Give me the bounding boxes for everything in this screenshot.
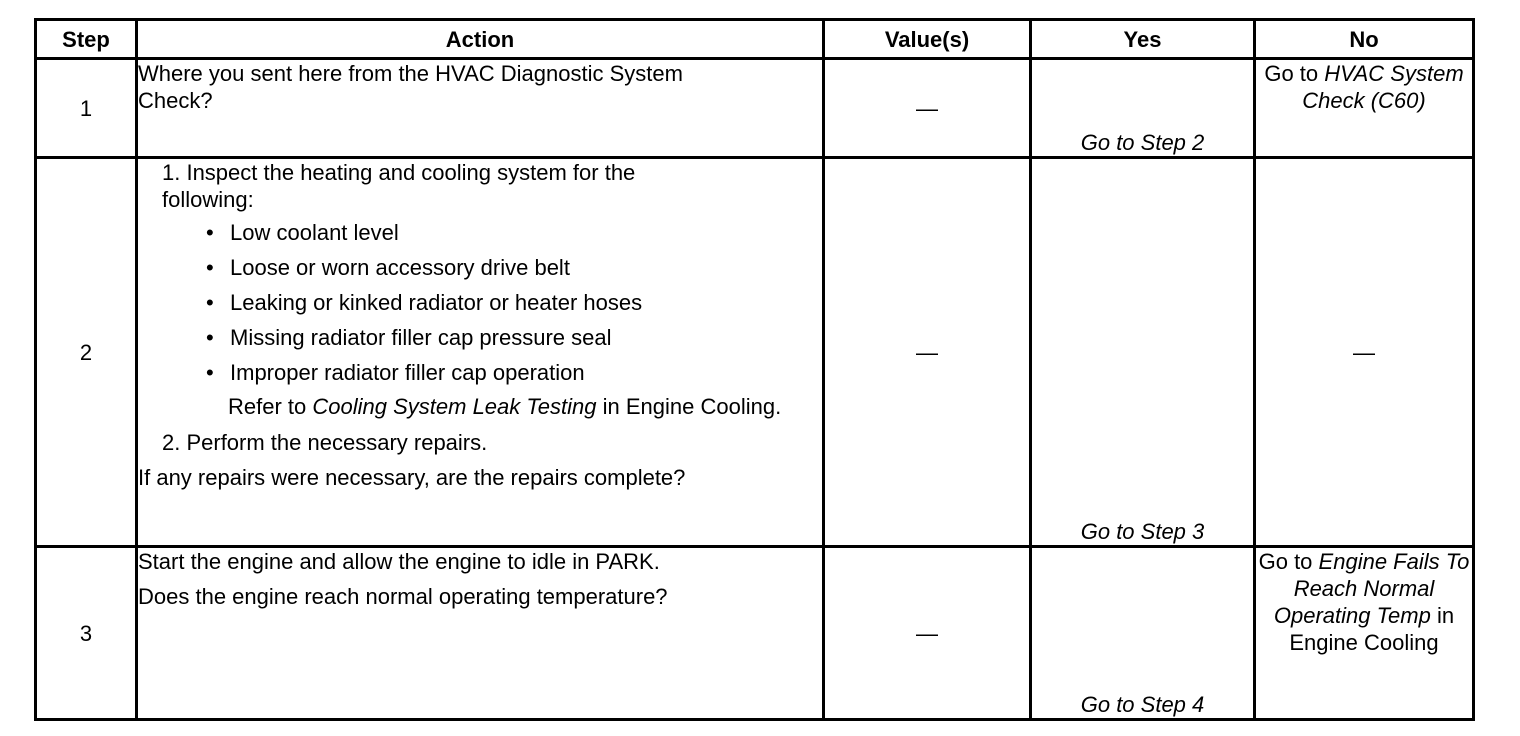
bullet-icon: • <box>206 325 214 350</box>
header-yes: Yes <box>1031 20 1255 59</box>
action-line-1: Start the engine and allow the engine to idle in PARK. <box>138 549 660 574</box>
no-suffix: in Engine Cooling <box>1289 603 1455 655</box>
no-reference: Engine Fails To Reach Normal Operating Temp <box>1273 549 1470 628</box>
action-question: If any repairs were necessary, are the repairs complete? <box>138 465 686 490</box>
yes-cell: Go to Step 4 <box>1031 547 1255 720</box>
list-item-text: Leaking or kinked radiator or heater hoses <box>230 290 643 315</box>
diagnostic-table <box>34 18 1475 721</box>
bullet-icon: • <box>206 220 214 245</box>
header-row <box>36 20 1474 59</box>
list-item <box>206 359 822 386</box>
action-cell <box>137 158 824 547</box>
action-item-2: 2. Perform the necessary repairs. <box>162 430 488 455</box>
action-item-1-text: 1. Inspect the heating and cooling system for the following: <box>162 160 636 212</box>
refer-prefix: Refer to <box>228 394 307 419</box>
list-item <box>206 219 822 246</box>
no-cell <box>1255 59 1474 158</box>
no-cell <box>1255 547 1474 720</box>
action-line-2: Does the engine reach normal operating temperature? <box>138 584 668 609</box>
table-row-step-2 <box>36 158 1474 547</box>
no-prefix: Go to <box>1258 549 1313 574</box>
action-cell <box>137 547 824 720</box>
step-number: 1 <box>36 59 137 158</box>
refer-reference: Cooling System Leak Testing <box>312 394 597 419</box>
refer-note <box>138 393 788 420</box>
list-item-text: Missing radiator filler cap pressure seal <box>230 325 612 350</box>
list-item <box>206 289 822 316</box>
bullet-icon: • <box>206 255 214 280</box>
header-action: Action <box>137 20 824 59</box>
value-cell: — <box>824 59 1031 158</box>
bullet-icon: • <box>206 290 214 315</box>
yes-cell: Go to Step 2 <box>1031 59 1255 158</box>
list-item-text: Loose or worn accessory drive belt <box>230 255 570 280</box>
list-item-text: Improper radiator filler cap operation <box>230 360 585 385</box>
yes-cell: Go to Step 3 <box>1031 158 1255 547</box>
table-row-step-3 <box>36 547 1474 720</box>
inspection-list <box>138 219 822 386</box>
list-item <box>206 254 822 281</box>
value-cell: — <box>824 547 1031 720</box>
no-prefix: Go to <box>1264 61 1319 86</box>
no-cell: — <box>1255 158 1474 547</box>
action-text: Where you sent here from the HVAC Diagnostic System Check? <box>138 61 683 113</box>
list-item-text: Low coolant level <box>230 220 399 245</box>
bullet-icon: • <box>206 360 214 385</box>
no-reference: HVAC System Check (C60) <box>1302 61 1464 113</box>
step-number: 3 <box>36 547 137 720</box>
table-row-step-1 <box>36 59 1474 158</box>
header-values: Value(s) <box>824 20 1031 59</box>
refer-suffix: in Engine Cooling. <box>602 394 782 419</box>
list-item <box>206 324 822 351</box>
header-no: No <box>1255 20 1474 59</box>
action-item-1 <box>138 159 822 213</box>
step-number: 2 <box>36 158 137 547</box>
header-step: Step <box>36 20 137 59</box>
action-cell <box>137 59 824 158</box>
value-cell: — <box>824 158 1031 547</box>
